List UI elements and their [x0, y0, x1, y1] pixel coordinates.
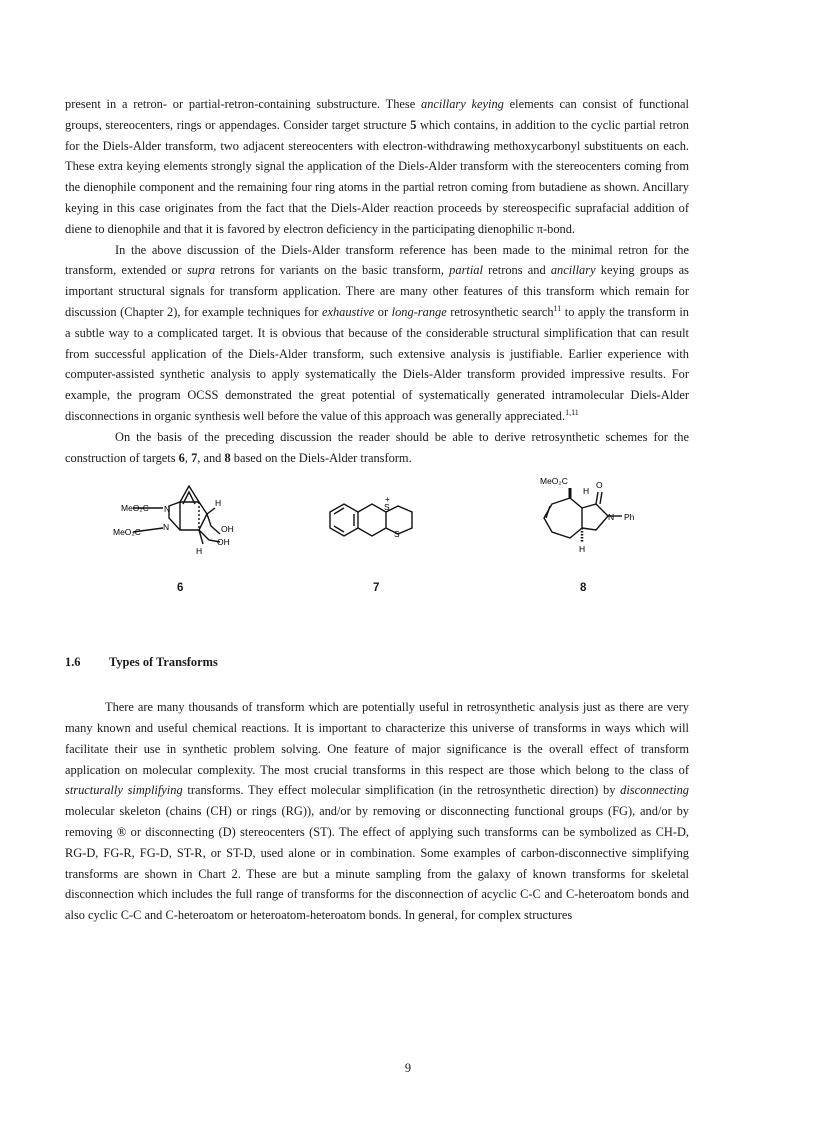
citation: 1,11: [565, 407, 579, 417]
text: transforms. They effect molecular simplification (in the retrosynthetic direction) by: [182, 783, 621, 798]
italic-term: partial: [449, 263, 483, 278]
italic-term: supra: [186, 263, 216, 278]
structure-6: [105, 474, 245, 595]
paragraph-exercise: [65, 427, 689, 469]
text: to apply the transform in a subtle way to a complicated target. It is obvious that because of the considerable structural simplification that can result from successful application of the Diels-Alder transform, such extensive analysis is justifiable. Earlier experience with computer-assisted synthetic analysis to apply systematically the Diels-Alder transform provided impressive results. For example, the program OCSS demonstrated the great potential of systematically generated intramolecular Diels-Alder disconnections in organic synthesis well before the value of this approach was generally appreciated.: [65, 304, 689, 423]
italic-term: long-range: [391, 304, 447, 319]
italic-term: ancillary keying: [421, 97, 504, 111]
italic-term: exhaustive: [321, 304, 375, 319]
phenyl-label: Ph: [624, 512, 635, 523]
compound-ref: 8: [224, 450, 231, 465]
atom-n: N: [163, 522, 170, 533]
citation: 11: [553, 303, 562, 313]
hydroxyl-label: OH: [221, 524, 234, 535]
text: In the above discussion of the Diels-Alder transform reference has been made to the minimal retron for the transform, extended or: [65, 242, 689, 278]
text: There are many thousands of transform which are potentially useful in retrosynthetic analysis just as there are very many known and useful chemical reactions. It is important to characterize this universe of transforms in ways which will facilitate their use in synthetic problem solving. One feature of major significance is the overall effect of transform application on molecular complexity. The most crucial transforms in this respect are those which belong to the class of: [65, 700, 689, 777]
text: molecular skeleton (chains (CH) or rings (RG)), and/or by removing or disconnecting functional groups (FG), and/or by removing ® or disconnecting (D) stereocenters (ST). The effect of applying such transforms can be symbolized as CH-D, RG-D, FG-R, FG-D, ST-R, or ST-D, used alone or in combination. Some examples of carbon-disconnective simplifying transforms are shown in Chart 2. These are but a minute sampling from the galaxy of known transforms for skeletal disconnection which includes the full range of transforms for the disconnection of acyclic C-C and C-heteroatom bonds and also cyclic C-C and C-heteroatom or heteroatom-heteroatom bonds. In general, for complex structures: [65, 804, 689, 923]
paragraph-types-of-transforms: [65, 697, 689, 926]
text: based on the Diels-Alder transform.: [230, 450, 412, 465]
ester-label: MeO₂C: [121, 503, 149, 514]
structures-figure: [65, 474, 689, 634]
text: retrons for variants on the basic transform,: [215, 263, 450, 278]
text: ,: [184, 450, 192, 465]
italic-term: ancillary: [550, 263, 596, 278]
text: keying groups as important structural signals for transform application. There are many other features of this transform which remain for discussion (Chapter 2), for example techniques for: [65, 263, 689, 319]
atom-h: H: [583, 486, 590, 497]
pi-symbol: π: [536, 221, 543, 236]
atom-h: H: [196, 546, 203, 557]
text: elements can consist of functional groups, stereocenters, rings or appendages. Consider target structure: [65, 97, 689, 132]
text: retrosynthetic search: [446, 304, 554, 319]
italic-term: structurally simplifying: [65, 783, 183, 798]
atom-s-plus: S: [384, 502, 390, 513]
text: which contains, in addition to the cyclic partial retron for the Diels-Alder transform, two adjacent stereocenters with electron-withdrawing methoxycarbonyl substituents on each. These extra keying elements strongly signal the application of the Diels-Alder transform with the stereocenters coming from the dienophile component and the remaining four ring atoms in the partial retron coming from butadiene as shown. Ancillary keying in this case originates from the fact that the Diels-Alder reaction proceeds by stereospecific suprafacial addition of diene to dienophile and that it is favored by electron deficiency in the participating dienophilic: [65, 117, 689, 236]
italic-term: disconnecting: [620, 783, 689, 798]
ester-label: MeO₂C: [113, 527, 141, 538]
compound-ref: 6: [178, 450, 185, 465]
compound-ref: 5: [410, 117, 417, 132]
structure-8-drawing: [530, 474, 670, 574]
compound-number: 6: [177, 582, 184, 595]
structure-7-drawing: [320, 474, 440, 564]
structure-8: [530, 474, 670, 595]
section-number: 1.6: [65, 655, 81, 670]
text: -bond.: [543, 221, 576, 236]
structure-7: [320, 474, 440, 595]
section-title: Types of Transforms: [109, 655, 218, 670]
text: or: [374, 304, 392, 319]
structure-6-drawing: [105, 474, 245, 564]
paragraph-ancillary-keying: [65, 94, 689, 240]
page-body: [65, 94, 689, 926]
atom-o: O: [596, 480, 603, 491]
compound-number: 7: [373, 582, 380, 595]
atom-h: H: [579, 544, 586, 555]
atom-s: S: [394, 529, 400, 540]
charge-plus: +: [385, 494, 390, 505]
compound-ref: 7: [191, 450, 198, 465]
section-heading: [65, 652, 689, 673]
text: On the basis of the preceding discussion the reader should be able to derive retrosynthetic schemes for the construction of targets: [65, 429, 689, 465]
hydroxyl-label: OH: [217, 537, 230, 548]
text: present in a retron- or partial-retron-containing substructure. These: [65, 97, 422, 111]
atom-n: N: [164, 504, 171, 515]
atom-n: N: [608, 512, 615, 523]
paragraph-diels-alder-discussion: [65, 240, 689, 427]
atom-h: H: [215, 498, 222, 509]
text: , and: [197, 450, 225, 465]
compound-number: 8: [580, 582, 587, 595]
page-number: 9: [404, 1061, 412, 1075]
text: retrons and: [482, 263, 551, 278]
ester-label: MeO₂C: [540, 476, 568, 487]
